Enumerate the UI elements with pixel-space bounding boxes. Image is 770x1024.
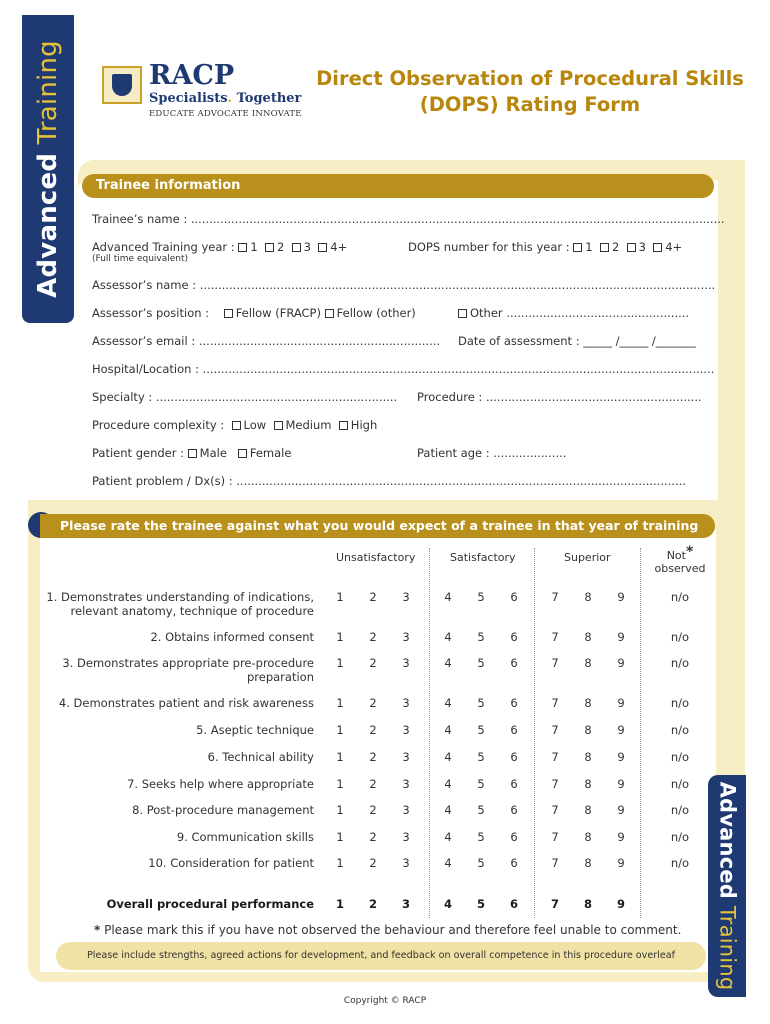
dops-option-1[interactable]: 1: [573, 240, 592, 254]
score-option-5[interactable]: 5: [477, 590, 485, 604]
scale-superior: Superior: [564, 551, 611, 564]
score-option-7[interactable]: 7: [551, 723, 559, 737]
score-option-9[interactable]: 9: [617, 750, 625, 764]
score-option-5[interactable]: 5: [477, 830, 485, 844]
score-option-8[interactable]: 8: [584, 696, 592, 710]
score-option-2[interactable]: 2: [369, 830, 377, 844]
score-option-5[interactable]: 5: [477, 656, 485, 670]
scale-not-observed: Not* observed: [654, 544, 706, 575]
copyright: Copyright © RACP: [343, 996, 427, 1006]
divider-sat-sup: [534, 548, 535, 918]
assessor-position-field: Assessor’s position : Fellow (FRACP) Fellow (other): [92, 306, 416, 320]
logo-name: RACP: [149, 60, 235, 91]
criterion-label: 3. Demonstrates appropriate pre-procedure preparation: [62, 656, 314, 684]
divider-unsat-sat: [429, 548, 430, 918]
not-observed-option[interactable]: n/o: [670, 750, 690, 764]
score-option-5[interactable]: 5: [477, 630, 485, 644]
logo-tagline: Specialists. Together: [149, 91, 302, 106]
not-observed-option[interactable]: n/o: [670, 803, 690, 817]
score-option-9[interactable]: 9: [617, 656, 625, 670]
score-option-7[interactable]: 7: [551, 750, 559, 764]
gender-male[interactable]: Male: [188, 446, 227, 460]
score-option-1[interactable]: 1: [336, 750, 344, 764]
year-option-3[interactable]: 3: [288, 240, 311, 254]
dops-option-4plus[interactable]: 4+: [650, 240, 683, 254]
score-option-3[interactable]: 3: [401, 897, 410, 911]
not-observed-option[interactable]: n/o: [670, 696, 690, 710]
complexity-medium[interactable]: Medium: [274, 418, 332, 432]
trainee-section-header: Trainee information: [82, 174, 714, 198]
score-option-1[interactable]: 1: [335, 897, 344, 911]
overall-performance-label: Overall procedural performance: [106, 897, 314, 911]
score-option-2[interactable]: 2: [369, 750, 377, 764]
score-option-3[interactable]: 3: [402, 656, 410, 670]
assessor-name-field[interactable]: Assessor’s name : .............................................................................................................................................: [92, 278, 716, 292]
score-option-7[interactable]: 7: [551, 696, 559, 710]
score-option-7[interactable]: 7: [551, 656, 559, 670]
side-tab-left: [22, 15, 74, 323]
score-option-8[interactable]: 8: [584, 856, 592, 870]
not-observed-option[interactable]: n/o: [670, 856, 690, 870]
score-option-5[interactable]: 5: [477, 803, 485, 817]
score-option-8[interactable]: 8: [584, 777, 592, 791]
score-option-6[interactable]: 6: [510, 830, 518, 844]
trainee-name-field[interactable]: Trainee’s name : ..................................................................................................................................................: [92, 212, 725, 226]
side-label-rest: Training: [33, 40, 64, 145]
score-option-3[interactable]: 3: [402, 830, 410, 844]
criterion-label: 10. Consideration for patient: [148, 856, 314, 870]
score-option-5[interactable]: 5: [477, 723, 485, 737]
score-option-9[interactable]: 9: [617, 856, 625, 870]
score-option-4[interactable]: 4: [444, 856, 452, 870]
score-option-9[interactable]: 9: [617, 777, 625, 791]
score-option-6[interactable]: 6: [510, 656, 518, 670]
score-option-5[interactable]: 5: [477, 696, 485, 710]
racp-logo: [102, 60, 322, 122]
patient-age-field[interactable]: Patient age : ....................: [417, 446, 567, 460]
score-option-1[interactable]: 1: [336, 590, 344, 604]
year-option-2[interactable]: 2: [261, 240, 284, 254]
score-option-2[interactable]: 2: [369, 856, 377, 870]
score-option-2[interactable]: 2: [368, 897, 377, 911]
criterion-label: 7. Seeks help where appropriate: [127, 777, 314, 791]
score-option-6[interactable]: 6: [510, 856, 518, 870]
patient-problem-field[interactable]: Patient problem / Dx(s) : ...........................................................................................................................: [92, 474, 686, 488]
score-option-5[interactable]: 5: [477, 777, 485, 791]
score-option-4[interactable]: 4: [444, 630, 452, 644]
score-option-4[interactable]: 4: [443, 897, 452, 911]
form-title: Direct Observation of Procedural Skills (DOPS) Rating Form: [316, 67, 744, 116]
score-option-7[interactable]: 7: [551, 830, 559, 844]
score-option-7[interactable]: 7: [551, 777, 559, 791]
criterion-label: 9. Communication skills: [176, 830, 314, 844]
score-option-8[interactable]: 8: [583, 897, 592, 911]
score-option-5[interactable]: 5: [477, 856, 485, 870]
overleaf-note: Please include strengths, agreed actions for development, and feedback on overall competence in this procedure overleaf: [56, 942, 706, 970]
fte-note: (Full time equivalent): [92, 254, 189, 264]
score-option-6[interactable]: 6: [509, 897, 518, 911]
score-option-4[interactable]: 4: [444, 723, 452, 737]
hospital-field[interactable]: Hospital/Location : ............................................................................................................................................: [92, 362, 715, 376]
not-observed-option[interactable]: n/o: [670, 630, 690, 644]
rating-section-header: Please rate the trainee against what you would expect of a trainee in that year of training: [40, 514, 715, 538]
score-option-7[interactable]: 7: [550, 897, 559, 911]
criterion-label: 6. Technical ability: [207, 750, 314, 764]
gender-field: Patient gender : Male Female: [92, 446, 292, 460]
criterion-label: 5. Aseptic technique: [196, 723, 314, 737]
not-observed-option[interactable]: n/o: [670, 777, 690, 791]
score-option-6[interactable]: 6: [510, 590, 518, 604]
side-label-bold: Advanced: [33, 152, 64, 298]
score-option-3[interactable]: 3: [402, 750, 410, 764]
score-option-3[interactable]: 3: [402, 696, 410, 710]
score-option-4[interactable]: 4: [444, 830, 452, 844]
score-option-1[interactable]: 1: [336, 630, 344, 644]
position-other[interactable]: Other ..................................................: [458, 306, 689, 320]
score-option-2[interactable]: 2: [369, 630, 377, 644]
not-observed-option[interactable]: n/o: [670, 723, 690, 737]
score-option-6[interactable]: 6: [510, 696, 518, 710]
dops-option-2[interactable]: 2: [596, 240, 619, 254]
logo-subtitle: EDUCATE ADVOCATE INNOVATE: [149, 109, 302, 119]
score-option-8[interactable]: 8: [584, 656, 592, 670]
criterion-label: 2. Obtains informed consent: [150, 630, 314, 644]
not-observed-option[interactable]: n/o: [670, 590, 690, 604]
score-option-3[interactable]: 3: [402, 777, 410, 791]
score-option-3[interactable]: 3: [402, 803, 410, 817]
score-option-9[interactable]: 9: [617, 830, 625, 844]
score-option-1[interactable]: 1: [336, 830, 344, 844]
assessor-email-field[interactable]: Assessor’s email : ..................................................................: [92, 334, 441, 348]
not-observed-option[interactable]: n/o: [670, 656, 690, 670]
score-option-6[interactable]: 6: [510, 803, 518, 817]
score-option-9[interactable]: 9: [617, 723, 625, 737]
score-option-4[interactable]: 4: [444, 656, 452, 670]
score-option-9[interactable]: 9: [617, 696, 625, 710]
score-option-4[interactable]: 4: [444, 777, 452, 791]
complexity-low[interactable]: Low: [232, 418, 267, 432]
score-option-3[interactable]: 3: [402, 590, 410, 604]
score-option-9[interactable]: 9: [617, 630, 625, 644]
score-option-2[interactable]: 2: [369, 656, 377, 670]
procedure-field[interactable]: Procedure : ...........................................................: [417, 390, 702, 404]
dops-option-3[interactable]: 3: [623, 240, 646, 254]
score-option-7[interactable]: 7: [551, 803, 559, 817]
score-option-7[interactable]: 7: [551, 630, 559, 644]
footnote: * Please mark this if you have not observed the behaviour and therefore feel unable to comment.: [94, 923, 682, 937]
score-option-2[interactable]: 2: [369, 777, 377, 791]
score-option-6[interactable]: 6: [510, 750, 518, 764]
score-option-4[interactable]: 4: [444, 750, 452, 764]
scale-unsatisfactory: Unsatisfactory: [336, 551, 416, 564]
score-option-1[interactable]: 1: [336, 696, 344, 710]
score-option-4[interactable]: 4: [444, 590, 452, 604]
score-option-5[interactable]: 5: [476, 897, 485, 911]
score-option-7[interactable]: 7: [551, 590, 559, 604]
side-tab-right: Advanced Training: [708, 775, 746, 997]
score-option-6[interactable]: 6: [510, 777, 518, 791]
score-option-6[interactable]: 6: [510, 723, 518, 737]
score-option-2[interactable]: 2: [369, 590, 377, 604]
score-option-9[interactable]: 9: [617, 590, 625, 604]
position-fracp[interactable]: Fellow (FRACP): [224, 306, 321, 320]
score-option-8[interactable]: 8: [584, 750, 592, 764]
score-option-6[interactable]: 6: [510, 630, 518, 644]
score-option-3[interactable]: 3: [402, 856, 410, 870]
specialty-field[interactable]: Specialty : ..................................................................: [92, 390, 398, 404]
position-fellow-other[interactable]: Fellow (other): [325, 306, 416, 320]
score-option-2[interactable]: 2: [369, 723, 377, 737]
score-option-7[interactable]: 7: [551, 856, 559, 870]
training-year-field: Advanced Training year : 1 2 3 4+: [92, 240, 348, 254]
not-observed-option[interactable]: n/o: [670, 830, 690, 844]
score-option-1[interactable]: 1: [336, 856, 344, 870]
score-option-3[interactable]: 3: [402, 630, 410, 644]
criterion-label: 8. Post-procedure management: [132, 803, 314, 817]
score-option-2[interactable]: 2: [369, 803, 377, 817]
score-option-1[interactable]: 1: [336, 803, 344, 817]
complexity-field: Procedure complexity : Low Medium High: [92, 418, 378, 432]
criterion-label: 1. Demonstrates understanding of indications, relevant anatomy, technique of procedure: [46, 590, 314, 618]
score-option-5[interactable]: 5: [477, 750, 485, 764]
score-option-8[interactable]: 8: [584, 830, 592, 844]
score-option-9[interactable]: 9: [616, 897, 625, 911]
score-option-8[interactable]: 8: [584, 590, 592, 604]
score-option-8[interactable]: 8: [584, 723, 592, 737]
score-option-1[interactable]: 1: [336, 656, 344, 670]
year-option-1[interactable]: 1: [238, 240, 257, 254]
assessment-date-field[interactable]: Date of assessment : _____ /_____ /_______: [458, 334, 697, 348]
score-option-2[interactable]: 2: [369, 696, 377, 710]
score-option-9[interactable]: 9: [617, 803, 625, 817]
score-option-8[interactable]: 8: [584, 803, 592, 817]
gender-female[interactable]: Female: [238, 446, 292, 460]
divider-sup-no: [640, 548, 641, 918]
dops-number-field: DOPS number for this year : 1 2 3 4+: [408, 240, 683, 254]
crest-icon: [102, 66, 142, 104]
criterion-label: 4. Demonstrates patient and risk awareness: [58, 696, 314, 710]
score-option-3[interactable]: 3: [402, 723, 410, 737]
score-option-4[interactable]: 4: [444, 696, 452, 710]
score-option-1[interactable]: 1: [336, 723, 344, 737]
score-option-4[interactable]: 4: [444, 803, 452, 817]
complexity-high[interactable]: High: [339, 418, 377, 432]
scale-satisfactory: Satisfactory: [450, 551, 516, 564]
score-option-1[interactable]: 1: [336, 777, 344, 791]
score-option-8[interactable]: 8: [584, 630, 592, 644]
year-option-4plus[interactable]: 4+: [315, 240, 348, 254]
